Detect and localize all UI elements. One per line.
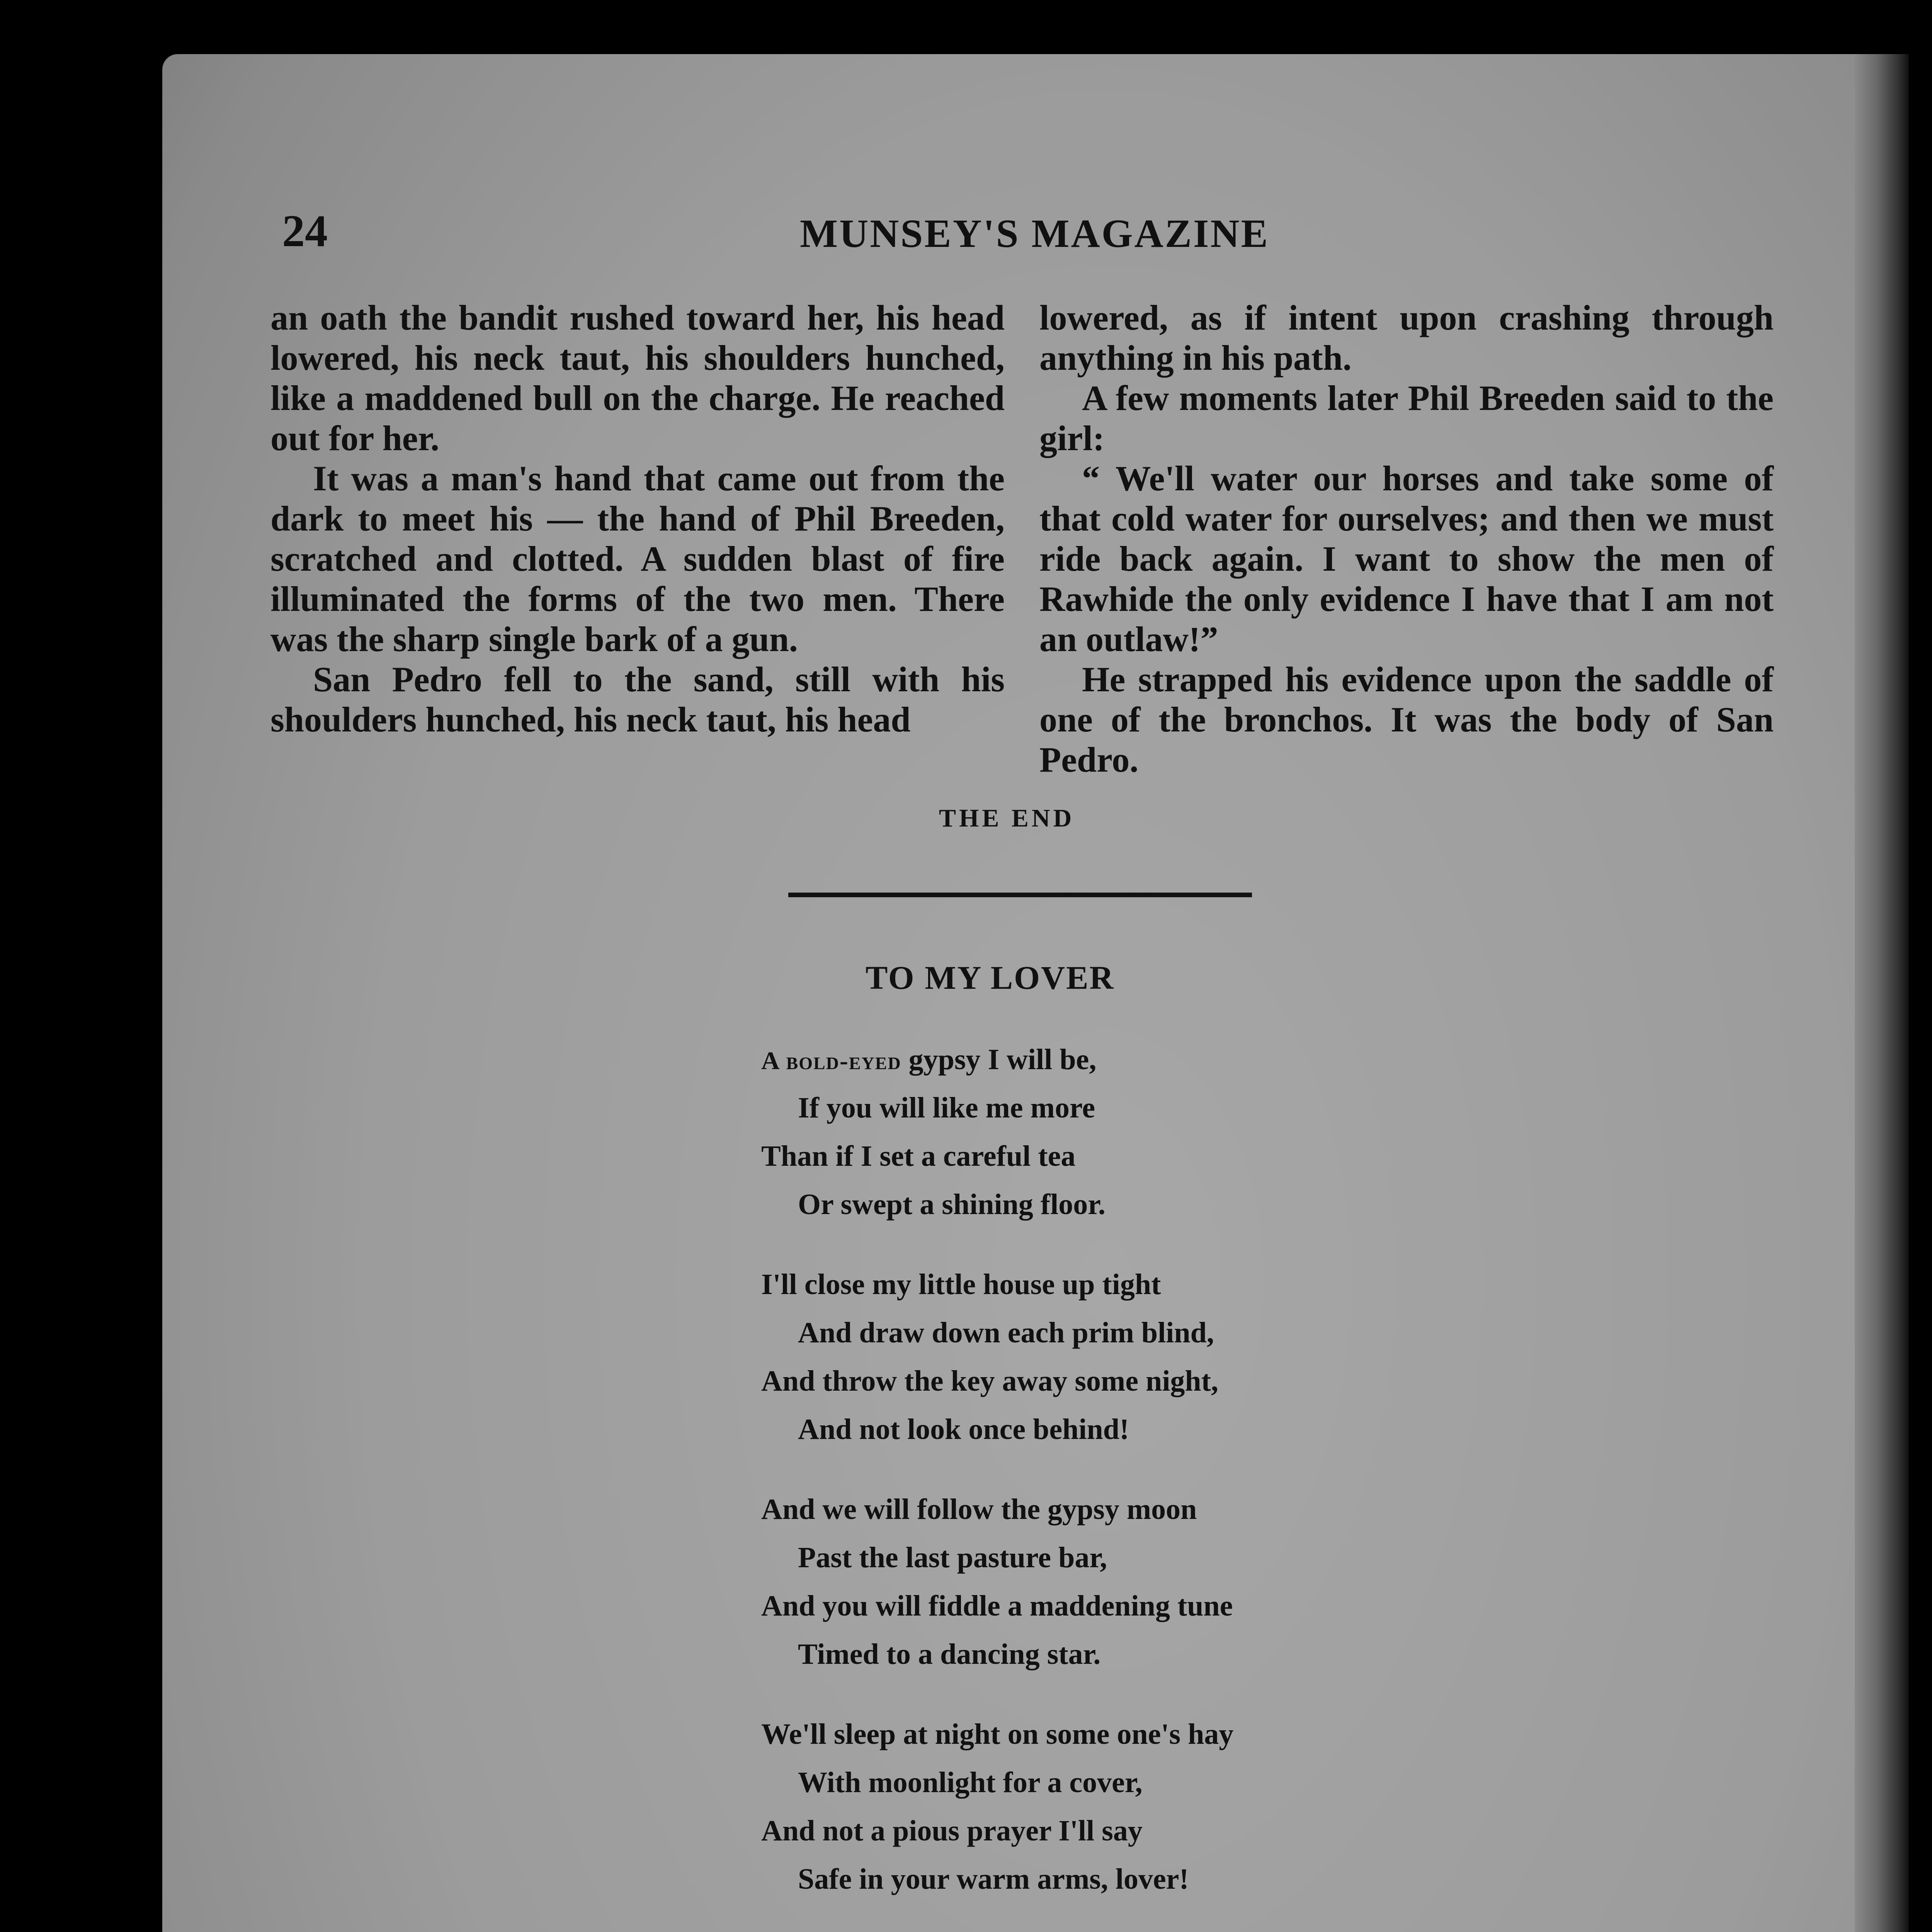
poem-line: And not look once behind! bbox=[798, 1413, 1129, 1446]
story-left-column bbox=[270, 298, 1005, 740]
poem-line: If you will like me more bbox=[798, 1092, 1095, 1124]
poem-stanza bbox=[761, 1485, 1495, 1679]
story-paragraph: lowered, as if intent upon crashing through anything in his path. bbox=[1039, 298, 1774, 378]
section-divider bbox=[788, 893, 1252, 897]
poem-line: And not a pious prayer I'll say bbox=[761, 1815, 1143, 1847]
poem-line bbox=[761, 1036, 1495, 1084]
the-end-label: THE END bbox=[939, 804, 1075, 832]
poem-line: Timed to a dancing star. bbox=[798, 1638, 1101, 1670]
poem-stanza bbox=[761, 1710, 1495, 1903]
poem-stanza bbox=[761, 1260, 1495, 1454]
story-paragraph: It was a man's hand that came out from the dark to meet his — the hand of Phil Breeden, scratched and clotted. A sudden blast of fire illuminated the forms of the two men. There was the sharp single bark of a gun. bbox=[270, 459, 1005, 659]
story-paragraph: an oath the bandit rushed toward her, his head lowered, his neck taut, his shoulders hunched, like a maddened bull on the charge. He reached out for her. bbox=[270, 298, 1005, 458]
poem-line: And you will fiddle a maddening tune bbox=[761, 1590, 1233, 1622]
story-paragraph: San Pedro fell to the sand, still with his shoulders hunched, his neck taut, his head bbox=[270, 660, 1005, 739]
page-number: 24 bbox=[282, 206, 328, 256]
story-paragraph: “ We'll water our horses and take some of that cold water for ourselves; and then we must ride back again. I want to show the men of Rawhide the only evidence I have that I am not an outlaw!” bbox=[1039, 459, 1774, 659]
poem-line: We'll sleep at night on some one's hay bbox=[761, 1718, 1234, 1750]
poem-stanza bbox=[761, 1036, 1495, 1229]
poem-opening-rest: gypsy I will be, bbox=[901, 1043, 1097, 1076]
poem-line: I'll close my little house up tight bbox=[761, 1268, 1161, 1301]
poem-line: Past the last pasture bar, bbox=[798, 1541, 1107, 1574]
poem-line: Safe in your warm arms, lover! bbox=[798, 1863, 1189, 1895]
page-edge-shadow bbox=[1855, 54, 1909, 1932]
story-paragraph: A few moments later Phil Breeden said to the girl: bbox=[1039, 378, 1774, 458]
poem-body bbox=[761, 1036, 1495, 1932]
poem-line: And we will follow the gypsy moon bbox=[761, 1493, 1197, 1526]
poem-title: TO MY LOVER bbox=[866, 959, 1115, 996]
poem-line: Than if I set a careful tea bbox=[761, 1140, 1076, 1172]
poem-line: And draw down each prim blind, bbox=[798, 1316, 1214, 1349]
poem-line: With moonlight for a cover, bbox=[798, 1766, 1143, 1799]
running-head: MUNSEY'S MAGAZINE bbox=[800, 211, 1269, 256]
poem-line: Or swept a shining floor. bbox=[798, 1188, 1106, 1221]
poem-line: And throw the key away some night, bbox=[761, 1365, 1219, 1397]
poem-opening-smallcaps: A bold-eyed bbox=[761, 1047, 901, 1075]
story-right-column bbox=[1039, 298, 1774, 780]
story-paragraph: He strapped his evidence upon the saddle of one of the bronchos. It was the body of San Pedro. bbox=[1039, 660, 1774, 779]
